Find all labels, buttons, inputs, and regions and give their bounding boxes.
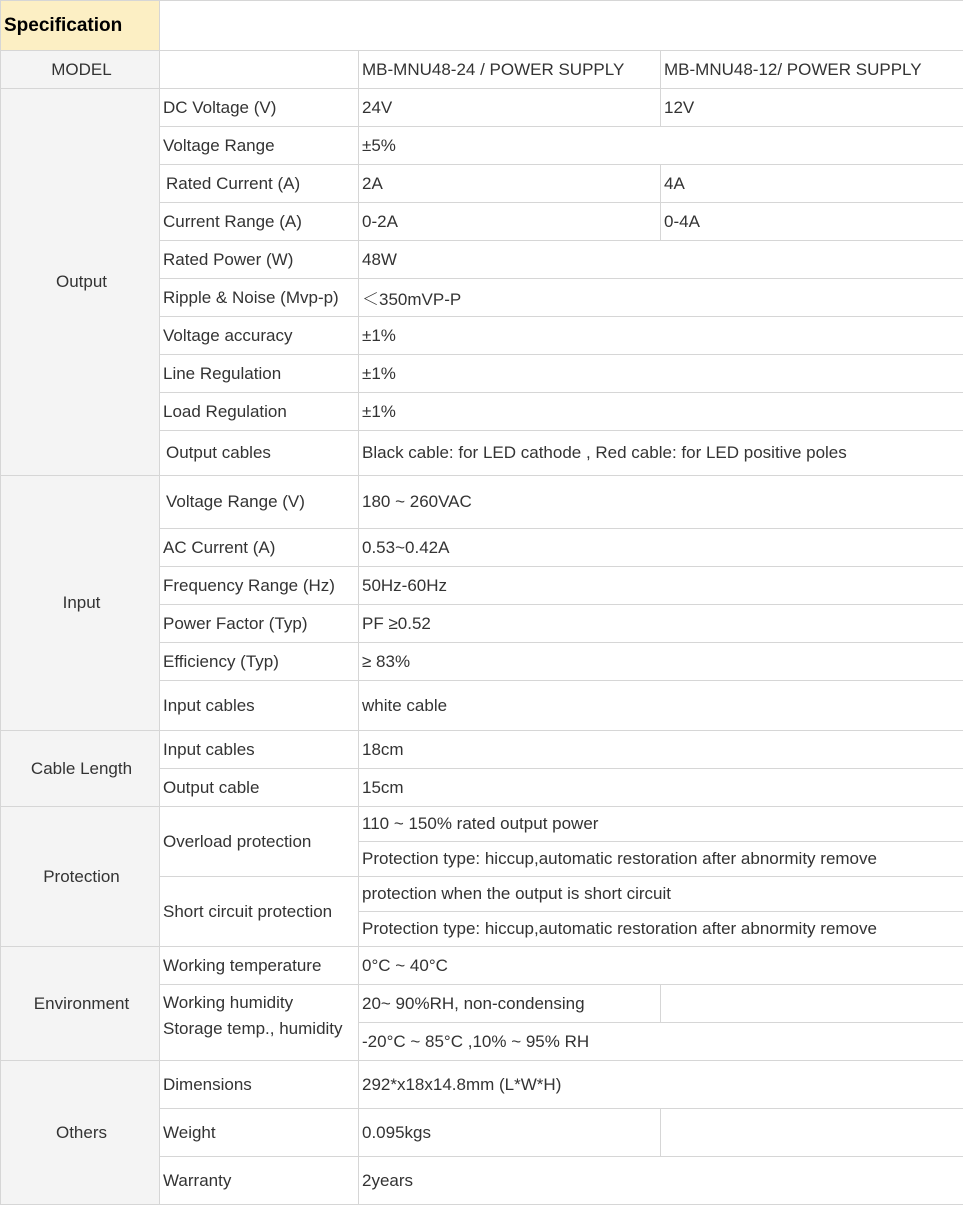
value-output-cables: Black cable: for LED cathode , Red cable: for LED positive poles — [359, 431, 963, 476]
param-frequency-range: Frequency Range (Hz) — [160, 567, 359, 605]
cable-length-category: Cable Length — [1, 731, 160, 807]
value-load-regulation: ±1% — [359, 393, 963, 431]
environment-category: Environment — [1, 947, 160, 1061]
param-voltage-accuracy: Voltage accuracy — [160, 317, 359, 355]
input-category: Input — [1, 476, 160, 731]
value-voltage-range: ±5% — [359, 127, 963, 165]
value-efficiency: ≥ 83% — [359, 643, 963, 681]
param-voltage-range: Voltage Range — [160, 127, 359, 165]
param-dimensions: Dimensions — [160, 1061, 359, 1109]
value-voltage-accuracy: ±1% — [359, 317, 963, 355]
table-row — [1, 731, 963, 769]
value-short-circuit-2: Protection type: hiccup,automatic restoration after abnormity remove — [359, 912, 963, 947]
param-rated-current: Rated Current (A) — [160, 165, 359, 203]
value-power-factor: PF ≥0.52 — [359, 605, 963, 643]
value-cable-output: 15cm — [359, 769, 963, 807]
param-working-humidity: Working humidity — [163, 993, 294, 1012]
table-row — [1, 89, 963, 127]
param-load-regulation: Load Regulation — [160, 393, 359, 431]
param-ac-current: AC Current (A) — [160, 529, 359, 567]
value-weight-blank — [661, 1109, 963, 1157]
param-output-cables: Output cables — [160, 431, 359, 476]
others-category: Others — [1, 1061, 160, 1205]
value-dimensions: 292*x18x14.8mm (L*W*H) — [359, 1061, 963, 1109]
value-input-cables: white cable — [359, 681, 963, 731]
param-ripple-noise: Ripple & Noise (Mvp-p) — [160, 279, 359, 317]
model-row — [1, 51, 963, 89]
output-category: Output — [1, 89, 160, 476]
value-weight: 0.095kgs — [359, 1109, 661, 1157]
model-col2: MB-MNU48-12/ POWER SUPPLY — [661, 51, 963, 89]
param-cable-output: Output cable — [160, 769, 359, 807]
value-frequency-range: 50Hz-60Hz — [359, 567, 963, 605]
value-current-range-1: 0-2A — [359, 203, 661, 241]
param-line-regulation: Line Regulation — [160, 355, 359, 393]
value-working-humidity: 20~ 90%RH, non-condensing — [359, 985, 661, 1023]
value-current-range-2: 0-4A — [661, 203, 963, 241]
value-ac-current: 0.53~0.42A — [359, 529, 963, 567]
protection-category: Protection — [1, 807, 160, 947]
value-input-voltage-range: 180 ~ 260VAC — [359, 476, 963, 529]
param-storage: Storage temp., humidity — [163, 1019, 343, 1038]
page-title: Specification — [1, 1, 160, 51]
value-warranty: 2years — [359, 1157, 963, 1205]
param-power-factor: Power Factor (Typ) — [160, 605, 359, 643]
value-overload-2: Protection type: hiccup,automatic restoration after abnormity remove — [359, 842, 963, 877]
model-col1: MB-MNU48-24 / POWER SUPPLY — [359, 51, 661, 89]
param-dc-voltage: DC Voltage (V) — [160, 89, 359, 127]
param-weight: Weight — [160, 1109, 359, 1157]
param-humidity-storage — [160, 985, 359, 1061]
value-short-circuit-1: protection when the output is short circuit — [359, 877, 963, 912]
value-ripple-noise: ＜350mVP-P — [359, 279, 963, 317]
table-row — [1, 807, 963, 842]
table-row — [1, 476, 963, 529]
value-working-temperature: 0°C ~ 40°C — [359, 947, 963, 985]
param-input-cables: Input cables — [160, 681, 359, 731]
param-current-range: Current Range (A) — [160, 203, 359, 241]
value-rated-current-2: 4A — [661, 165, 963, 203]
model-param-blank — [160, 51, 359, 89]
table-row — [1, 947, 963, 985]
param-warranty: Warranty — [160, 1157, 359, 1205]
table-row — [1, 1061, 963, 1109]
value-working-humidity-blank — [661, 985, 963, 1023]
param-rated-power: Rated Power (W) — [160, 241, 359, 279]
value-rated-power: 48W — [359, 241, 963, 279]
value-overload-1: 110 ~ 150% rated output power — [359, 807, 963, 842]
value-line-regulation: ±1% — [359, 355, 963, 393]
param-overload: Overload protection — [160, 807, 359, 877]
param-cable-input: Input cables — [160, 731, 359, 769]
model-label: MODEL — [1, 51, 160, 89]
param-efficiency: Efficiency (Typ) — [160, 643, 359, 681]
value-cable-input: 18cm — [359, 731, 963, 769]
value-dc-voltage-1: 24V — [359, 89, 661, 127]
param-working-temperature: Working temperature — [160, 947, 359, 985]
title-blank — [160, 1, 963, 51]
value-rated-current-1: 2A — [359, 165, 661, 203]
value-dc-voltage-2: 12V — [661, 89, 963, 127]
value-storage: -20°C ~ 85°C ,10% ~ 95% RH — [359, 1023, 963, 1061]
param-short-circuit: Short circuit protection — [160, 877, 359, 947]
param-input-voltage-range: Voltage Range (V) — [160, 476, 359, 529]
title-row — [1, 1, 963, 51]
